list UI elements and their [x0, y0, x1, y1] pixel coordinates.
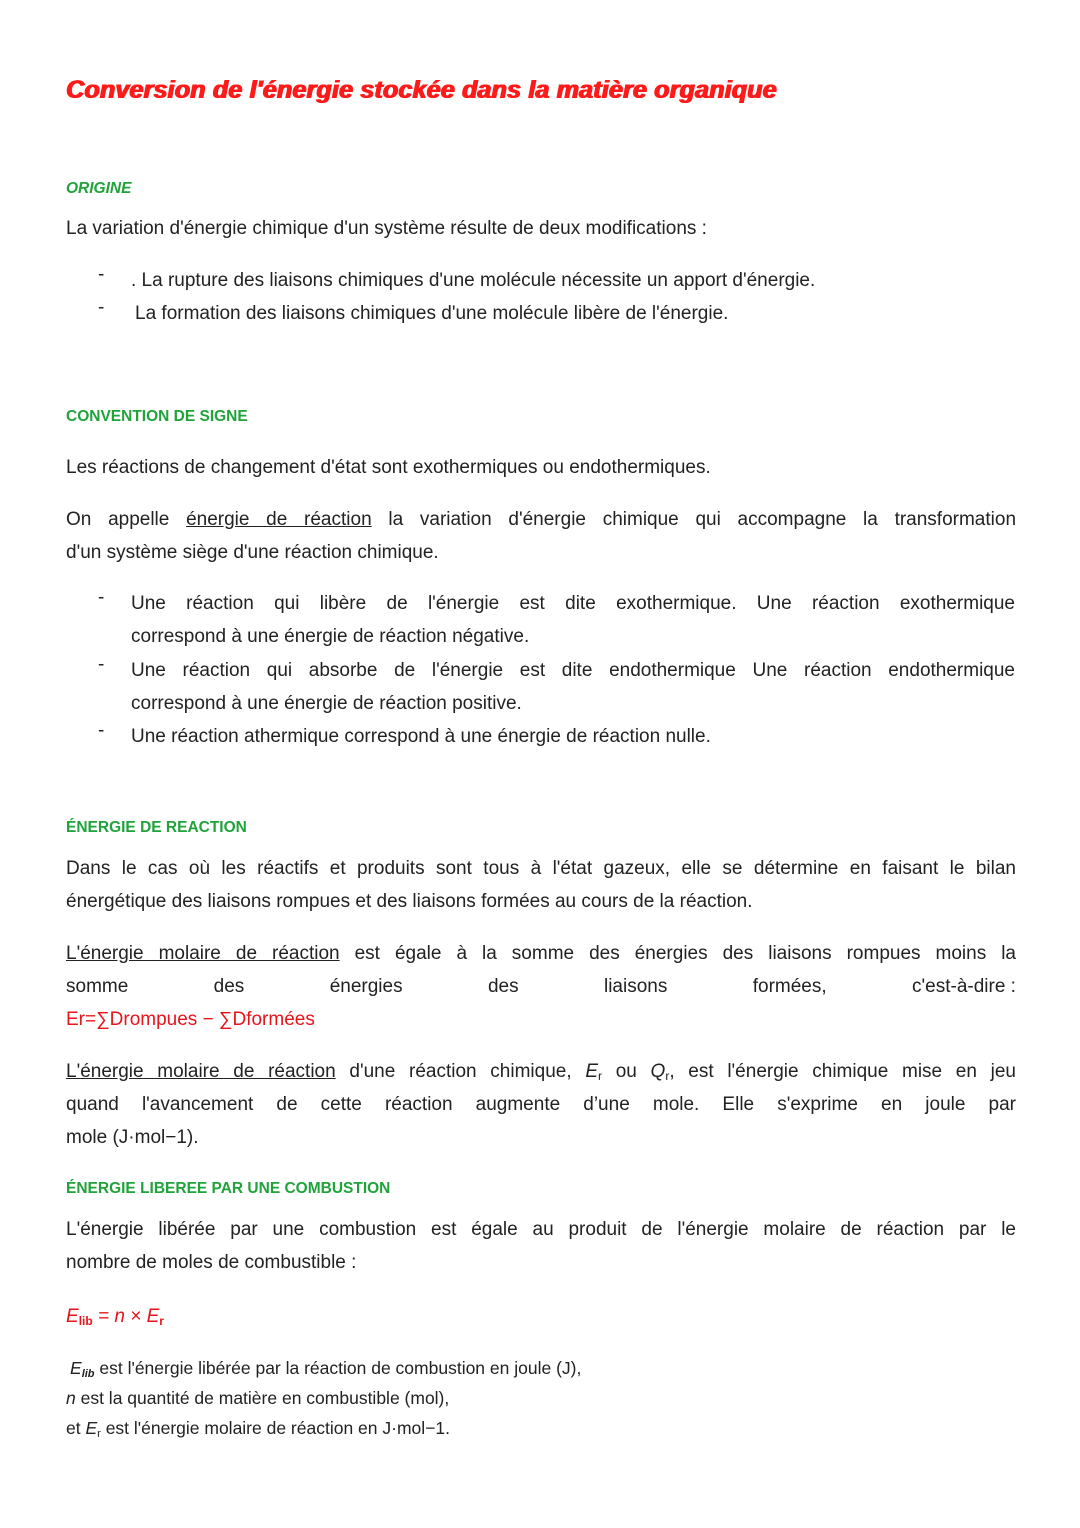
symbol-E: E — [585, 1061, 598, 1082]
section-heading-energie-de-reaction: ÉNERGIE DE REACTION — [66, 819, 247, 836]
text-span: ou — [602, 1061, 651, 1082]
energie-paragraph-1-line-1: Dans le cas où les réactifs et produits sont tous à l'état gazeux, elle se détermine en faisant le bilan — [66, 858, 1016, 879]
text-span: est l'énergie libérée par la réaction de combustion en joule (J), — [94, 1358, 582, 1378]
bullet-dash: - — [98, 720, 105, 741]
text-span: On appelle — [66, 509, 187, 530]
word: formées, — [752, 976, 827, 997]
convention-bullet-2-line-2: correspond à une énergie de réaction positive. — [131, 693, 522, 714]
term-energie-molaire-2: L'énergie molaire de réaction — [66, 1061, 336, 1082]
word: énergies — [329, 976, 403, 997]
convention-bullet-1-line-2: correspond à une énergie de réaction négative. — [131, 626, 530, 647]
origine-intro: La variation d'énergie chimique d'un système résulte de deux modifications : — [66, 218, 707, 239]
text-span: d'une réaction chimique, — [335, 1061, 586, 1082]
text-span: et — [66, 1418, 86, 1438]
subscript-lib: lib — [81, 1368, 95, 1380]
word: des — [213, 976, 245, 997]
bullet-dash: - — [98, 587, 105, 608]
term-energie-molaire: L'énergie molaire de réaction — [66, 943, 340, 964]
symbol-E: E — [85, 1418, 98, 1438]
word: somme — [66, 976, 129, 997]
bullet-dash: - — [98, 264, 105, 285]
word: liaisons — [603, 976, 668, 997]
symbol-n: n — [66, 1388, 76, 1408]
convention-bullet-1-line-1: Une réaction qui libère de l'énergie est dite exothermique. Une réaction exothermique — [131, 593, 1015, 614]
section-heading-convention: CONVENTION DE SIGNE — [66, 408, 248, 425]
energie-paragraph-2-line-2 — [66, 970, 1016, 1003]
combustion-paragraph-line-1: L'énergie libérée par une combustion est égale au produit de l'énergie molaire de réaction par le — [66, 1219, 1016, 1240]
section-heading-origine: ORIGINE — [66, 180, 132, 197]
energie-paragraph-1-line-2: énergétique des liaisons rompues et des liaisons formées au cours de la réaction. — [66, 891, 753, 912]
energie-paragraph-3-line-3: mole (J·mol−1). — [66, 1127, 199, 1148]
text-span: est l'énergie molaire de réaction en J·mol−1. — [100, 1418, 450, 1438]
word: c'est-à-dire : — [912, 976, 1016, 997]
origine-bullet-2: La formation des liaisons chimiques d'une molécule libère de l'énergie. — [135, 303, 729, 324]
subscript-r: r — [159, 1314, 164, 1328]
formula-energie-liberee — [66, 1300, 164, 1338]
text-span: = n × — [92, 1306, 147, 1327]
origine-bullet-1: . La rupture des liaisons chimiques d'une molécule nécessite un apport d'énergie. — [131, 270, 816, 291]
bullet-dash: - — [98, 297, 105, 318]
convention-bullet-2-line-1: Une réaction qui absorbe de l'énergie est dite endothermique Une réaction endothermique — [131, 660, 1015, 681]
convention-bullet-3: Une réaction athermique correspond à une énergie de réaction nulle. — [131, 726, 711, 747]
page-title: Conversion de l'énergie stockée dans la matière organique — [66, 76, 777, 104]
formula-energie-reaction: Er=∑Drompues − ∑Dformées — [66, 1009, 315, 1030]
symbol-E: E — [66, 1306, 79, 1327]
energie-paragraph-3-line-2: quand l'avancement de cette réaction augmente d’une mole. Elle s'exprime en joule par — [66, 1094, 1016, 1115]
subscript-lib: lib — [78, 1314, 93, 1328]
word: des — [487, 976, 519, 997]
subscript: r — [665, 1069, 670, 1083]
convention-paragraph-2-line-1 — [66, 503, 1016, 536]
symbol-E: E — [70, 1358, 82, 1378]
combustion-paragraph-line-2: nombre de moles de combustible : — [66, 1252, 357, 1273]
text-span: est la quantité de matière en combustible (mol), — [75, 1388, 450, 1408]
definition-n — [66, 1383, 449, 1413]
section-heading-combustion: ÉNERGIE LIBEREE PAR UNE COMBUSTION — [66, 1180, 391, 1197]
definition-er — [66, 1413, 450, 1449]
subscript: r — [598, 1069, 602, 1083]
subscript-r: r — [97, 1428, 101, 1440]
text-span: , est l'énergie chimique mise en jeu — [669, 1061, 1016, 1082]
convention-paragraph-2-line-2: d'un système siège d'une réaction chimique. — [66, 542, 439, 563]
term-energie-de-reaction: énergie de réaction — [186, 509, 372, 530]
energie-paragraph-2-line-1 — [66, 937, 1016, 970]
bullet-dash: - — [98, 654, 105, 675]
symbol-E: E — [146, 1306, 160, 1327]
text-span: est égale à la somme des énergies des liaisons rompues moins la — [339, 943, 1016, 964]
convention-paragraph-1: Les réactions de changement d'état sont exothermiques ou endothermiques. — [66, 457, 711, 478]
text-span: la variation d'énergie chimique qui accompagne la transformation — [371, 509, 1017, 530]
symbol-Q: Q — [650, 1061, 666, 1082]
